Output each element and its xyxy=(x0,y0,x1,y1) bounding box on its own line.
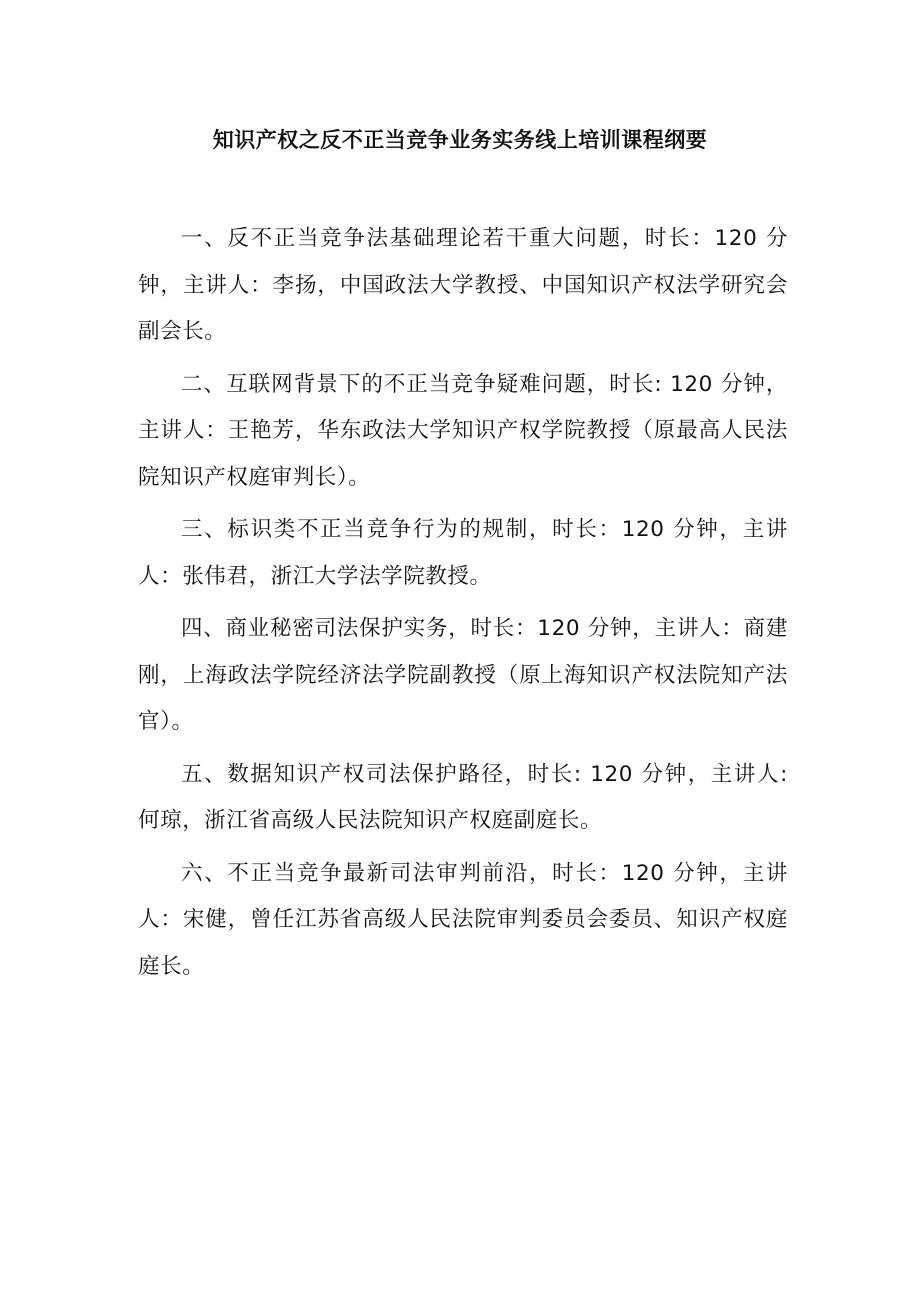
course-item-1: 一、反不正当竞争法基础理论若干重大问题，时长：120 分钟，主讲人：李扬，中国政法大学教授、中国知识产权法学研究会副会长。 xyxy=(138,226,788,344)
course-item-3: 三、标识类不正当竞争行为的规制，时长：120 分钟，主讲人：张伟君，浙江大学法学院教授。 xyxy=(138,517,788,589)
course-item-6: 六、不正当竞争最新司法审判前沿，时长：120 分钟，主讲人：宋健，曾任江苏省高级人民法院审判委员会委员、知识产权庭庭长。 xyxy=(138,860,788,979)
document-title: 知识产权之反不正当竞争业务实务线上培训课程纲要 xyxy=(212,128,708,152)
course-outline xyxy=(138,216,788,996)
course-item-2: 二、互联网背景下的不正当竞争疑难问题，时长: 120 分钟，主讲人：王艳芳，华东政法大学知识产权学院教授（原最高人民法院知识产权庭审判长）。 xyxy=(138,371,788,490)
course-item-5: 五、数据知识产权司法保护路径，时长: 120 分钟，主讲人: 何琼，浙江省高级人民法院知识产权庭副庭长。 xyxy=(138,761,788,833)
course-item-4: 四、商业秘密司法保护实务，时长：120 分钟，主讲人：商建刚，上海政法学院经济法学院副教授（原上海知识产权法院知产法官）。 xyxy=(138,616,788,734)
